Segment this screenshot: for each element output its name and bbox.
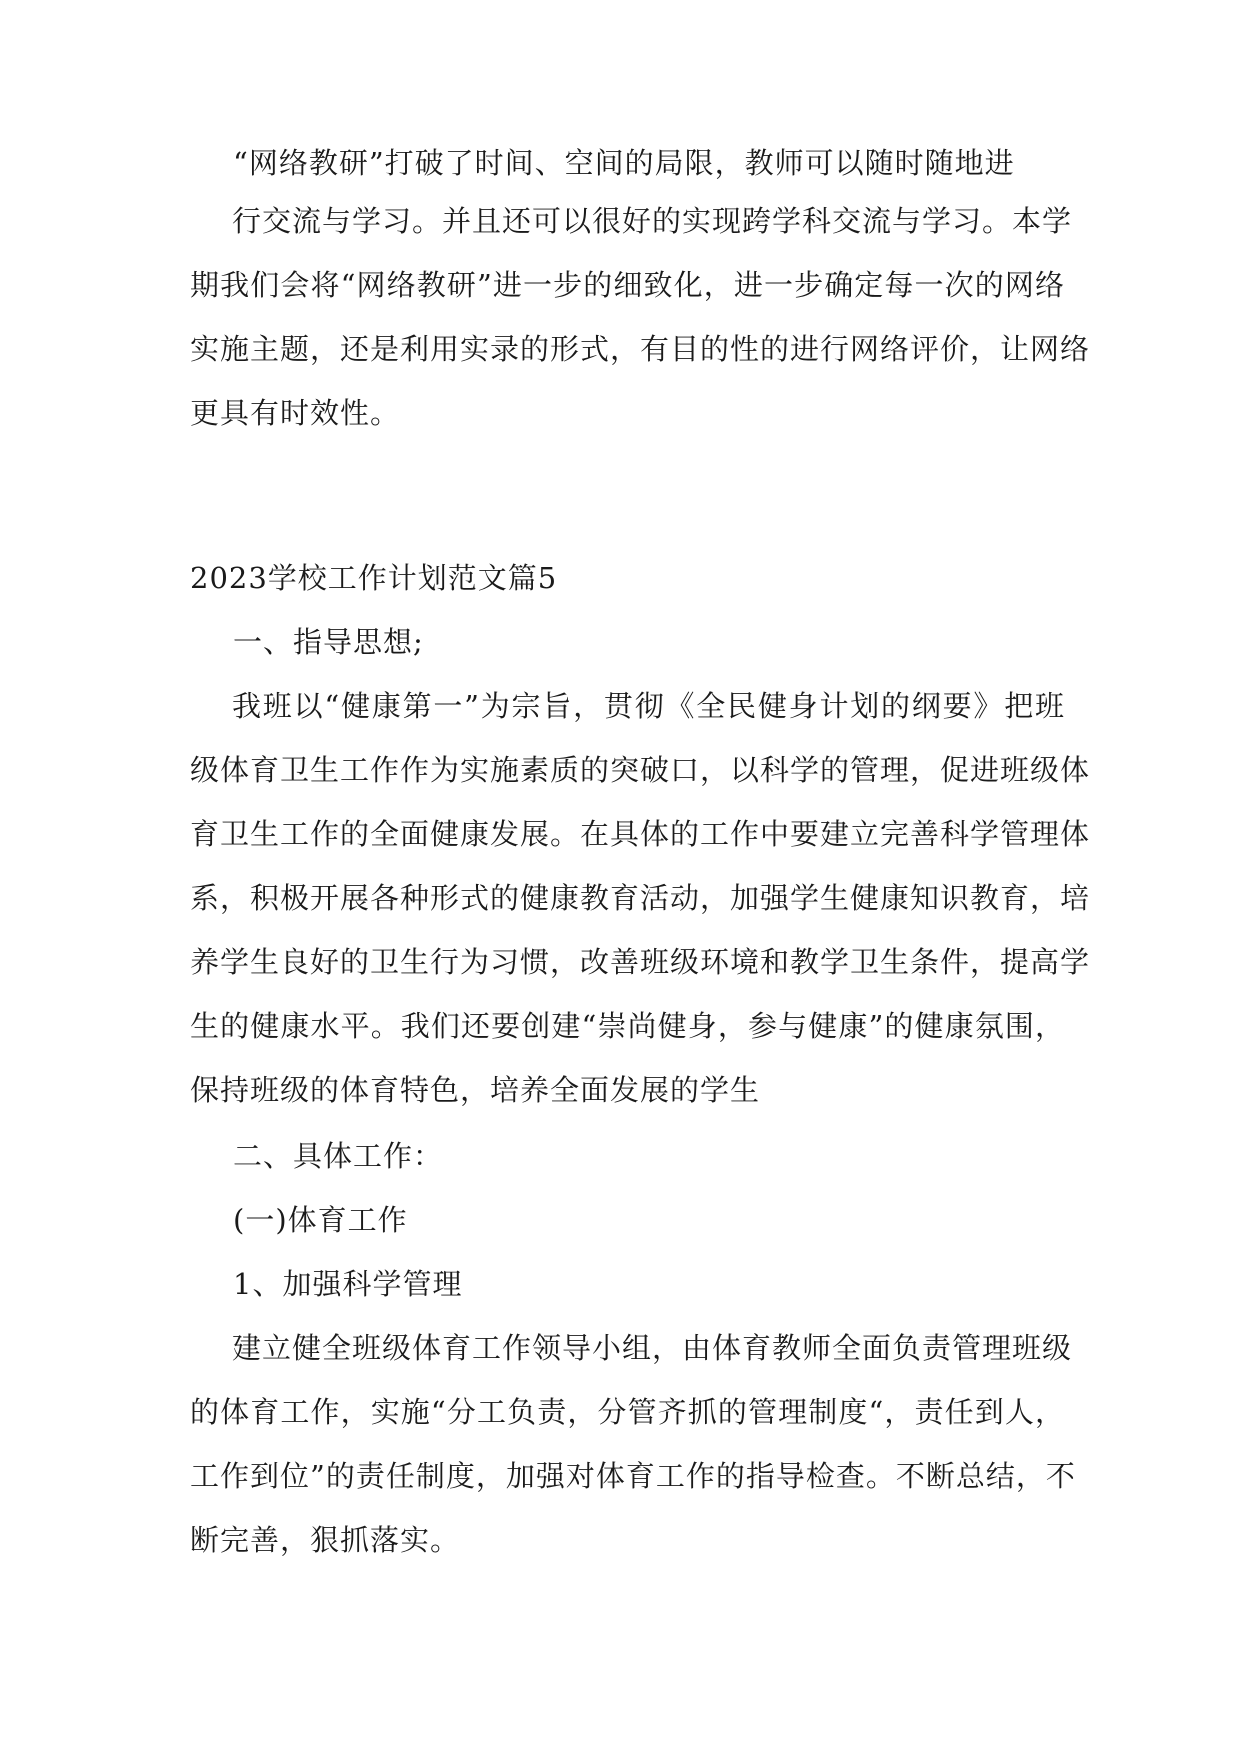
guiding-line-4: 系，积极开展各种形式的健康教育活动，加强学生健康知识教育，培 xyxy=(190,881,1091,915)
heading-specific-work: 二、具体工作： xyxy=(233,1139,444,1173)
management-line-2: 的体育工作，实施“分工负责，分管齐抓的管理制度“，责任到人， xyxy=(190,1395,1065,1429)
heading-guiding-ideology: 一、指导思想; xyxy=(233,625,424,659)
intro-line-2: 行交流与学习。并且还可以很好的实现跨学科交流与学习。本学 xyxy=(232,204,1073,238)
guiding-paragraph xyxy=(190,686,1091,1134)
heading-scientific-management: 1、加强科学管理 xyxy=(233,1267,463,1301)
guiding-line-5: 养学生良好的卫生行为习惯，改善班级环境和教学卫生条件，提高学 xyxy=(190,945,1091,979)
section-title: 2023学校工作计划范文篇5 xyxy=(190,561,558,595)
management-line-4: 断完善，狠抓落实。 xyxy=(190,1523,461,1557)
guiding-line-7: 保持班级的体育特色，培养全面发展的学生 xyxy=(190,1073,761,1107)
intro-line-4: 实施主题，还是利用实录的形式，有目的性的进行网络评价，让网络 xyxy=(190,332,1091,366)
guiding-line-6: 生的健康水平。我们还要创建“崇尚健身，参与健康”的健康氛围， xyxy=(190,1009,1065,1043)
guiding-line-1: 我班以“健康第一”为宗旨，贯彻《全民健身计划的纲要》把班 xyxy=(232,689,1065,723)
intro-paragraph xyxy=(190,201,1091,457)
management-line-1: 建立健全班级体育工作领导小组，由体育教师全面负责管理班级 xyxy=(232,1331,1073,1365)
management-paragraph xyxy=(190,1328,1076,1584)
intro-line-5: 更具有时效性。 xyxy=(190,396,401,430)
heading-pe-work: (一)体育工作 xyxy=(233,1203,408,1237)
management-line-3: 工作到位”的责任制度，加强对体育工作的指导检查。不断总结，不 xyxy=(190,1459,1076,1493)
intro-line-3: 期我们会将“网络教研”进一步的细致化，进一步确定每一次的网络 xyxy=(190,268,1065,302)
intro-line-1: “网络教研”打破了时间、空间的局限，教师可以随时随地进 xyxy=(233,146,1015,180)
guiding-line-2: 级体育卫生工作作为实施素质的突破口，以科学的管理，促进班级体 xyxy=(190,753,1091,787)
guiding-line-3: 育卫生工作的全面健康发展。在具体的工作中要建立完善科学管理体 xyxy=(190,817,1091,851)
